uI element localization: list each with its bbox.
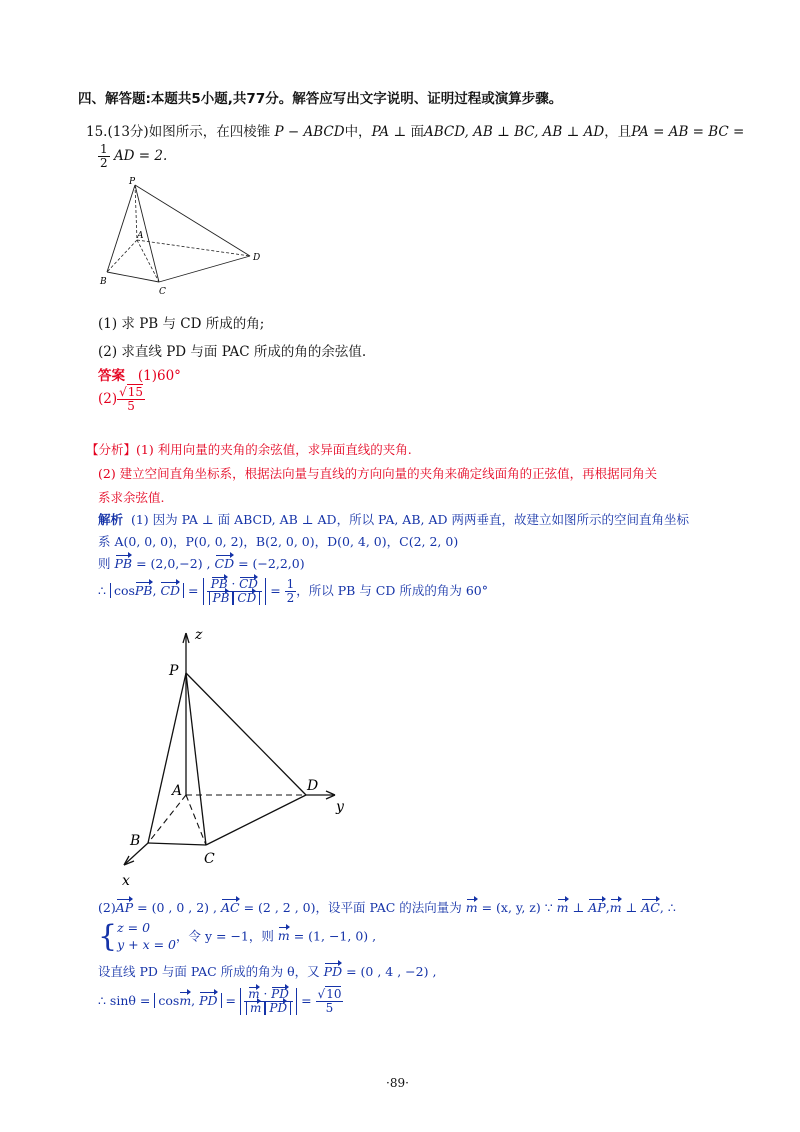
answer-line1 [98,364,181,384]
fig1-label-b: B [100,277,107,287]
fig2-label-b: B [130,833,141,849]
answer-label: 答案 [98,368,125,384]
section-header: 四、解答题:本题共5小题,共77分。解答应写出文字说明、证明过程或演算步骤。 [78,91,563,107]
solution-line7: 设直线 PD 与面 PAC 所成的角为 θ，又 PD = (0 , 4 , −2) , [98,964,437,979]
fig2-label-y: y [336,799,344,815]
fig1-label-c: C [159,287,166,297]
answer-line2: (2) $\frac{√15}{5}$ [98,385,144,414]
fig2-label-z: z [195,627,203,643]
solution-line2: 系 A(0, 0, 0)，P(0, 0, 2)，B(2, 0, 0)，D(0, 4, 0)，C(2, 2, 0) [98,534,459,549]
solution-line8: ∴ sinθ = cosm, PD = $\frac{m \cdot PD}{\text{m PD}}$ = $\frac{√10}{5}$ [98,987,342,1016]
answer-part2-fraction: $\frac{√15}{5}$ [119,385,144,414]
analysis-label: 【分析】 [86,442,137,457]
solution-line4: ∴ cosPB, CD = $\frac{PB \cdot CD}{\text{PB CD}}$ = $\frac{1}{2}$ ，所以 PB 与 CD 所成的角为 60° [98,577,488,606]
fig2-label-a: A [172,783,183,799]
fig2-label-x: x [122,873,130,889]
solution-line6: {z = 0 y + x = 0，令 y = −1，则 m = (1, −1, 0) , [98,918,377,954]
fig2-label-d: D [307,778,319,794]
question-stem-line2: $\frac{1}{2}$ AD = 2. [100,142,168,171]
solution-line5: (2)AP = (0 , 0 , 2) , AC = (2 , 2 , 0)，设平面 PAC 的法向量为 m = (x, y, z) ∵ m ⊥ AP,m ⊥ AC, ∴ [98,900,676,915]
fig1-label-p: P [129,177,136,187]
fig2-label-c: C [204,851,215,867]
fig2-label-p: P [169,663,179,679]
question-stem-line1: 15.(13分)如图所示，在四棱锥 P − ABCD中，PA ⊥ 面ABCD, AB ⊥ BC, AB ⊥ AD，且PA = AB = BC = [86,124,745,140]
fig1-label-d: D [253,253,261,263]
question-part1: (1) 求 PB 与 CD 所成的角; [98,316,265,332]
answer-part1: (1)60° [137,368,181,384]
solution-label: 解析 [98,512,124,527]
pyramid-figure-coordinate [110,625,360,890]
fig1-label-a: A [137,231,144,241]
analysis-line3: 系求余弦值. [98,490,165,505]
solution-line3: 则 PB = (2,0,−2) , CD = (−2,2,0) [98,556,305,571]
analysis-line1: 【分析】(1) 利用向量的夹角的余弦值，求异面直线的夹角. [86,442,412,457]
page-number: ·89· [386,1076,409,1090]
fraction-one-half: $\frac{1}{2}$ [100,142,108,171]
solution-line1: 解析 (1) 因为 PA ⊥ 面 ABCD, AB ⊥ AD，所以 PA, AB, AD 两两垂直，故建立如图所示的空间直角坐标 [98,512,689,527]
pyramid-figure-small [95,172,270,297]
question-part2: (2) 求直线 PD 与面 PAC 所成的角的余弦值. [98,344,367,360]
analysis-line2: (2) 建立空间直角坐标系，根据法向量与直线的方向向量的夹角来确定线面角的正弦值，再根据同角关 [98,466,658,481]
